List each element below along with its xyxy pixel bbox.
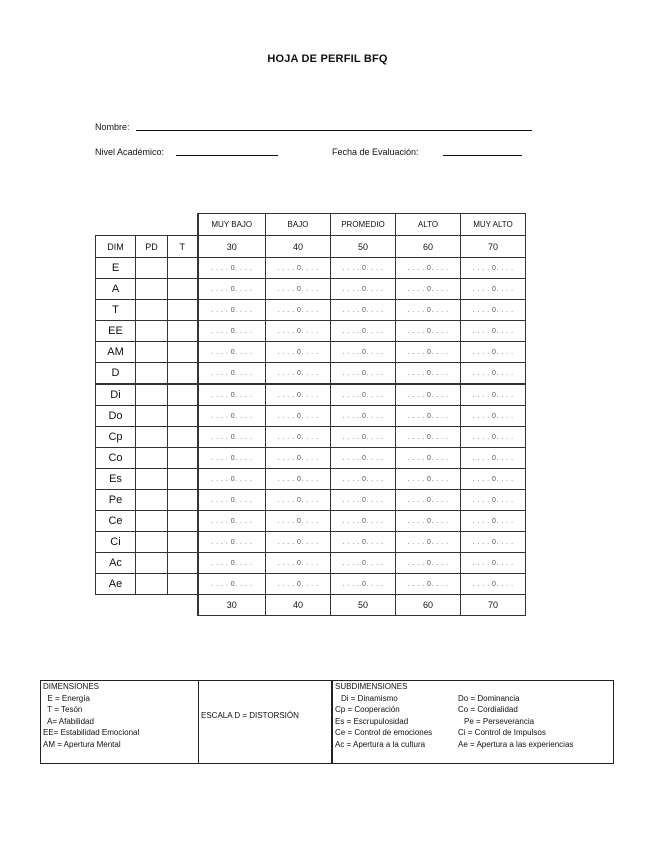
score-cell[interactable]: . . . . 0. . . .	[198, 574, 266, 595]
level-header: BAJO	[266, 214, 331, 236]
t-cell[interactable]	[168, 532, 198, 553]
score-cell[interactable]: . . . . 0. . . .	[331, 406, 396, 427]
blank-cell	[136, 214, 168, 236]
pd-cell[interactable]	[136, 490, 168, 511]
score-header: 50	[331, 236, 396, 258]
score-header: 30	[198, 236, 266, 258]
score-cell[interactable]: . . . . 0. . . .	[331, 490, 396, 511]
score-cell[interactable]: . . . . 0. . . .	[396, 321, 461, 342]
score-cell[interactable]: . . . . 0. . . .	[461, 532, 526, 553]
score-cell[interactable]: . . . . 0. . . .	[461, 574, 526, 595]
score-cell[interactable]: . . . . 0. . . .	[266, 469, 331, 490]
pd-cell[interactable]	[136, 279, 168, 300]
legend-subdimension-item: Ce = Control de emociones	[335, 728, 433, 737]
score-cell[interactable]: . . . . 0. . . .	[396, 490, 461, 511]
score-cell[interactable]: . . . . 0. . . .	[396, 427, 461, 448]
t-cell[interactable]	[168, 363, 198, 385]
pd-cell[interactable]	[136, 363, 168, 385]
legend-subdimension-item: Ae = Apertura a las experiencias	[458, 739, 574, 749]
score-cell[interactable]: . . . . 0. . . .	[266, 279, 331, 300]
score-cell[interactable]: . . . . 0. . . .	[198, 342, 266, 363]
nombre-label: Nombre:	[95, 122, 130, 132]
blank-cell	[96, 214, 136, 236]
legend-subdimension-item: Pe = Perseverancia	[464, 716, 535, 726]
legend-escala-d: ESCALA D = DISTORSIÓN	[201, 711, 299, 720]
pd-cell[interactable]	[136, 574, 168, 595]
score-cell[interactable]: . . . . 0. . . .	[266, 490, 331, 511]
column-header: DIM	[96, 236, 136, 258]
legend-subdimension-item: Ac = Apertura a la cultura	[335, 739, 426, 749]
legend-dimension-item: A= Afabilidad	[43, 716, 94, 726]
table-row	[96, 553, 526, 574]
score-cell[interactable]: . . . . 0. . . .	[461, 448, 526, 469]
legend-subdimension-row	[333, 716, 613, 728]
score-cell[interactable]: . . . . 0. . . .	[198, 300, 266, 321]
nombre-field[interactable]	[136, 130, 532, 131]
score-cell[interactable]: . . . . 0. . . .	[396, 342, 461, 363]
score-cell[interactable]: . . . . 0. . . .	[461, 363, 526, 385]
level-header: ALTO	[396, 214, 461, 236]
score-cell[interactable]: . . . . 0. . . .	[198, 490, 266, 511]
table-row	[96, 258, 526, 279]
score-cell[interactable]: . . . . 0. . . .	[331, 363, 396, 385]
score-cell[interactable]: . . . . 0. . . .	[396, 511, 461, 532]
legend-dimension-item: T = Tesón	[43, 705, 83, 714]
t-cell[interactable]	[168, 406, 198, 427]
score-cell[interactable]: . . . . 0. . . .	[396, 384, 461, 406]
score-cell[interactable]: . . . . 0. . . .	[198, 469, 266, 490]
level-header: MUY BAJO	[198, 214, 266, 236]
score-cell[interactable]: . . . . 0. . . .	[198, 427, 266, 448]
table-row	[96, 511, 526, 532]
nivel-academico-label: Nivel Académico:	[95, 147, 165, 157]
legend-scale	[198, 681, 332, 763]
score-cell[interactable]: . . . . 0. . . .	[198, 448, 266, 469]
dimension-label: Do	[96, 406, 136, 427]
score-cell[interactable]: . . . . 0. . . .	[266, 363, 331, 385]
table-row	[96, 342, 526, 363]
score-cell[interactable]: . . . . 0. . . .	[396, 553, 461, 574]
score-cell[interactable]: . . . . 0. . . .	[331, 300, 396, 321]
score-cell[interactable]: . . . . 0. . . .	[331, 427, 396, 448]
dimension-label: Pe	[96, 490, 136, 511]
level-header: MUY ALTO	[461, 214, 526, 236]
score-footer: 70	[461, 595, 526, 616]
pd-cell[interactable]	[136, 427, 168, 448]
dimension-label: Ac	[96, 553, 136, 574]
page-title: HOJA DE PERFIL BFQ	[267, 53, 388, 65]
score-cell[interactable]: . . . . 0. . . .	[461, 342, 526, 363]
fecha-evaluacion-field[interactable]	[443, 155, 522, 156]
legend-subdimension-row	[333, 739, 613, 751]
dimension-label: Ci	[96, 532, 136, 553]
table-row	[96, 384, 526, 406]
score-cell[interactable]: . . . . 0. . . .	[266, 321, 331, 342]
score-cell[interactable]: . . . . 0. . . .	[331, 321, 396, 342]
t-cell[interactable]	[168, 511, 198, 532]
column-header: T	[168, 236, 198, 258]
table-row	[96, 300, 526, 321]
blank-cell	[96, 595, 136, 616]
score-cell[interactable]: . . . . 0. . . .	[266, 574, 331, 595]
column-header: PD	[136, 236, 168, 258]
pd-cell[interactable]	[136, 532, 168, 553]
t-cell[interactable]	[168, 279, 198, 300]
nivel-academico-field[interactable]	[176, 155, 278, 156]
score-cell[interactable]: . . . . 0. . . .	[396, 279, 461, 300]
score-cell[interactable]: . . . . 0. . . .	[331, 384, 396, 406]
table-row	[96, 406, 526, 427]
score-cell[interactable]: . . . . 0. . . .	[396, 406, 461, 427]
score-cell[interactable]: . . . . 0. . . .	[396, 363, 461, 385]
dimension-label: Di	[96, 384, 136, 406]
legend-subdimensions-title: SUBDIMENSIONES	[335, 682, 408, 691]
t-cell[interactable]	[168, 321, 198, 342]
dimension-label: Co	[96, 448, 136, 469]
level-header-row	[96, 214, 526, 236]
score-cell[interactable]: . . . . 0. . . .	[331, 469, 396, 490]
legend-subdimension-row	[333, 727, 613, 739]
legend-subdimension-item: Di = Dinamismo	[341, 693, 398, 703]
t-cell[interactable]	[168, 384, 198, 406]
score-cell[interactable]: . . . . 0. . . .	[461, 258, 526, 279]
dimension-label: Cp	[96, 427, 136, 448]
dimension-label: Es	[96, 469, 136, 490]
legend-dimensions-title: DIMENSIONES	[43, 682, 100, 691]
score-cell[interactable]: . . . . 0. . . .	[331, 342, 396, 363]
score-cell[interactable]: . . . . 0. . . .	[331, 258, 396, 279]
level-header: PROMEDIO	[331, 214, 396, 236]
score-cell[interactable]: . . . . 0. . . .	[461, 553, 526, 574]
score-cell[interactable]: . . . . 0. . . .	[461, 511, 526, 532]
score-header: 40	[266, 236, 331, 258]
score-cell[interactable]: . . . . 0. . . .	[266, 342, 331, 363]
legend-dimension-item: E = Energía	[43, 693, 90, 703]
score-cell[interactable]: . . . . 0. . . .	[266, 300, 331, 321]
fecha-evaluacion-label: Fecha de Evaluación:	[332, 147, 419, 157]
legend-dimensions	[41, 681, 198, 763]
score-cell[interactable]: . . . . 0. . . .	[198, 553, 266, 574]
score-cell[interactable]: . . . . 0. . . .	[461, 490, 526, 511]
score-cell[interactable]: . . . . 0. . . .	[198, 384, 266, 406]
dimension-label: D	[96, 363, 136, 385]
score-cell[interactable]: . . . . 0. . . .	[198, 321, 266, 342]
table-row	[96, 574, 526, 595]
t-cell[interactable]	[168, 258, 198, 279]
score-cell[interactable]: . . . . 0. . . .	[461, 384, 526, 406]
t-cell[interactable]	[168, 553, 198, 574]
legend-subdimension-item: Do = Dominancia	[458, 693, 520, 703]
score-cell[interactable]: . . . . 0. . . .	[461, 427, 526, 448]
legend-subdimension-item: Es = Escrupulosidad	[335, 716, 409, 726]
t-cell[interactable]	[168, 574, 198, 595]
score-cell[interactable]: . . . . 0. . . .	[198, 406, 266, 427]
score-cell[interactable]: . . . . 0. . . .	[331, 448, 396, 469]
score-cell[interactable]: . . . . 0. . . .	[266, 427, 331, 448]
pd-cell[interactable]	[136, 342, 168, 363]
pd-cell[interactable]	[136, 469, 168, 490]
dimension-label: T	[96, 300, 136, 321]
score-cell[interactable]: . . . . 0. . . .	[461, 469, 526, 490]
score-cell[interactable]: . . . . 0. . . .	[396, 300, 461, 321]
score-cell[interactable]: . . . . 0. . . .	[266, 553, 331, 574]
t-cell[interactable]	[168, 300, 198, 321]
score-cell[interactable]: . . . . 0. . . .	[396, 448, 461, 469]
pd-cell[interactable]	[136, 258, 168, 279]
profile-grid	[95, 213, 526, 616]
score-cell[interactable]: . . . . 0. . . .	[198, 532, 266, 553]
table-row	[96, 427, 526, 448]
t-cell[interactable]	[168, 469, 198, 490]
legend-subdimensions	[331, 681, 613, 763]
pd-cell[interactable]	[136, 553, 168, 574]
legend-subdimension-item: Ci = Control de Impulsos	[458, 728, 546, 737]
score-cell[interactable]: . . . . 0. . . .	[461, 406, 526, 427]
score-cell[interactable]: . . . . 0. . . .	[198, 363, 266, 385]
score-cell[interactable]: . . . . 0. . . .	[461, 300, 526, 321]
score-cell[interactable]: . . . . 0. . . .	[266, 406, 331, 427]
table-row	[96, 490, 526, 511]
dimension-label: AM	[96, 342, 136, 363]
legend-dimension-item: AM = Apertura Mental	[43, 739, 121, 749]
score-footer: 40	[266, 595, 331, 616]
score-cell[interactable]: . . . . 0. . . .	[266, 511, 331, 532]
blank-cell	[136, 595, 168, 616]
blank-cell	[168, 214, 198, 236]
pd-cell[interactable]	[136, 448, 168, 469]
dimension-label: Ce	[96, 511, 136, 532]
score-header-row	[96, 236, 526, 258]
score-cell[interactable]: . . . . 0. . . .	[331, 511, 396, 532]
score-cell[interactable]: . . . . 0. . . .	[396, 469, 461, 490]
score-cell[interactable]: . . . . 0. . . .	[396, 258, 461, 279]
pd-cell[interactable]	[136, 406, 168, 427]
score-cell[interactable]: . . . . 0. . . .	[461, 279, 526, 300]
table-row	[96, 279, 526, 300]
blank-cell	[168, 595, 198, 616]
legend-dimension-item: EE= Estabilidad Emocional	[43, 728, 140, 737]
pd-cell[interactable]	[136, 321, 168, 342]
table-row	[96, 469, 526, 490]
score-header: 70	[461, 236, 526, 258]
legend-subdimension-item: Co = Cordialidad	[458, 705, 518, 714]
score-header: 60	[396, 236, 461, 258]
t-cell[interactable]	[168, 427, 198, 448]
score-footer: 30	[198, 595, 266, 616]
dimension-label: EE	[96, 321, 136, 342]
t-cell[interactable]	[168, 342, 198, 363]
score-cell[interactable]: . . . . 0. . . .	[266, 258, 331, 279]
t-cell[interactable]	[168, 448, 198, 469]
pd-cell[interactable]	[136, 511, 168, 532]
score-cell[interactable]: . . . . 0. . . .	[266, 384, 331, 406]
pd-cell[interactable]	[136, 300, 168, 321]
score-footer: 60	[396, 595, 461, 616]
dimension-label: Ae	[96, 574, 136, 595]
table-row	[96, 363, 526, 385]
score-cell[interactable]: . . . . 0. . . .	[198, 279, 266, 300]
t-cell[interactable]	[168, 490, 198, 511]
table-row	[96, 448, 526, 469]
legend-subdimension-row	[333, 704, 613, 716]
legend-subdimension-row	[333, 693, 613, 705]
score-cell[interactable]: . . . . 0. . . .	[331, 532, 396, 553]
legend-box	[40, 680, 614, 764]
score-cell[interactable]: . . . . 0. . . .	[198, 511, 266, 532]
dimension-label: E	[96, 258, 136, 279]
score-cell[interactable]: . . . . 0. . . .	[331, 279, 396, 300]
score-cell[interactable]: . . . . 0. . . .	[331, 574, 396, 595]
score-footer: 50	[331, 595, 396, 616]
table-row	[96, 321, 526, 342]
score-cell[interactable]: . . . . 0. . . .	[396, 532, 461, 553]
table-row	[96, 532, 526, 553]
score-cell[interactable]: . . . . 0. . . .	[331, 553, 396, 574]
dimension-label: A	[96, 279, 136, 300]
pd-cell[interactable]	[136, 384, 168, 406]
score-cell[interactable]: . . . . 0. . . .	[266, 448, 331, 469]
score-footer-row	[96, 595, 526, 616]
legend-subdimension-item: Cp = Cooperación	[335, 705, 400, 714]
score-cell[interactable]: . . . . 0. . . .	[396, 574, 461, 595]
score-cell[interactable]: . . . . 0. . . .	[266, 532, 331, 553]
score-cell[interactable]: . . . . 0. . . .	[198, 258, 266, 279]
score-cell[interactable]: . . . . 0. . . .	[461, 321, 526, 342]
